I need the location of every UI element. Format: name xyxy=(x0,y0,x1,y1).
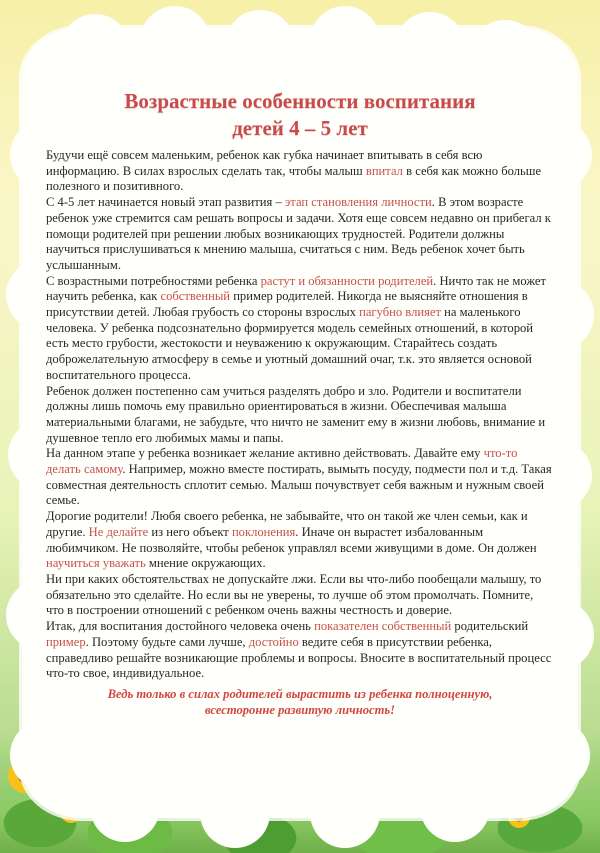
text-segment: пример родителей. Никогда не выясняйте отношения в присутствии детей. Любая грубость со стороны взрослых xyxy=(46,289,528,320)
highlighted-text: показателен собственный xyxy=(314,619,452,634)
cloud-bump xyxy=(395,12,465,82)
text-segment: в себя как можно больше полезного и позитивного. xyxy=(46,163,542,194)
text-segment: . Иначе он вырастет избалованным любимчиком. Не позволяйте, чтобы ребенок управлял всеми живущими в доме. Он должен xyxy=(46,524,537,555)
paragraph xyxy=(46,195,554,274)
text-segment: ведите себя в присутствии ребенка, справедливо решайте возникающие проблемы и вопросы. Вносите в воспитательный процесс что-то свое, индивидуальное. xyxy=(46,634,552,681)
text-segment: из него объект xyxy=(148,524,232,539)
highlighted-text: пример xyxy=(46,634,86,649)
paragraph xyxy=(46,619,554,682)
text-segment: С возрастными потребностями ребенка xyxy=(46,273,261,288)
text-segment: Ребенок должен постепенно сам учиться разделять добро и зло. Родители и воспитатели должны лишь помочь ему правильно ориентироваться в жизни. Обеспечивая малыша материальными благами, не забудьте, что ничто не заменит ему в жизни любовь, внимание и душевное тепло его любимых мамы и папы. xyxy=(46,383,546,445)
title-line-1: Возрастные особенности воспитания xyxy=(124,89,476,113)
text-segment: . Ничто так не может научить ребенка, как xyxy=(46,273,546,304)
highlighted-text: впитал xyxy=(365,163,403,178)
highlighted-text: этап становления личности xyxy=(284,195,432,210)
cloud-bump xyxy=(90,772,160,842)
paragraph xyxy=(46,446,554,509)
closing-line-2: всесторонне развитую личность! xyxy=(204,702,396,717)
cloud-bump xyxy=(520,720,590,790)
cloud-bump xyxy=(225,10,295,80)
cloud-bump xyxy=(60,14,130,84)
text-segment: мнение окружающих. xyxy=(145,556,266,571)
paragraph xyxy=(46,509,554,572)
text-segment: С 4-5 лет начинается новый этап развития – xyxy=(46,195,285,210)
text-segment: родительский xyxy=(451,619,529,634)
cloud-bump xyxy=(140,6,210,76)
cloud-bump xyxy=(10,720,80,790)
text-segment: Итак, для воспитания достойного человека очень xyxy=(46,619,315,634)
text-segment: . Поэтому будьте сами лучше, xyxy=(85,634,249,649)
paragraph xyxy=(46,274,554,384)
highlighted-text: научиться уважать xyxy=(46,556,146,571)
text-segment: . В этом возрасте ребенок уже стремится сам решать вопросы и задачи. Хотя еще совсем недавно он прибегал к помощи родителей при решении любых возникающих трудностей. Родители должны научиться прислушиваться к мнению малыша, считаться с ним. Ведь ребенок хочет быть услышанным. xyxy=(46,195,551,272)
highlighted-text: поклонения xyxy=(231,524,296,539)
text-segment: Ни при каких обстоятельствах не допускайте лжи. Если вы что-либо пообещали малышу, то обязательно это сделайте. Но если вы не уверены, то лучше об этом промолчать. Помните, что в построении отношений с ребенком очень важны честность и доверие. xyxy=(46,571,542,618)
highlighted-text: пагубно влияет xyxy=(359,305,442,320)
highlighted-text: достойно xyxy=(248,634,299,649)
cloud-bump xyxy=(310,778,380,848)
highlighted-text: растут и обязанности родителей xyxy=(260,273,434,288)
closing-statement xyxy=(46,686,554,718)
text-segment: На данном этапе у ребенка возникает желание активно действовать. Давайте ему xyxy=(46,446,484,461)
document-body xyxy=(46,88,554,718)
cloud-bump xyxy=(310,6,380,76)
cloud-bump xyxy=(470,20,540,90)
paragraph xyxy=(46,384,554,447)
text-segment: . Например, можно вместе постирать, вымыть посуду, подмести пол и т.д. Такая совместная деятельность сплотит семью. Малыш почувствует себя важным и нужным своей семье. xyxy=(46,462,552,508)
title-line-2: детей 4 – 5 лет xyxy=(232,116,368,140)
highlighted-text: Не делайте xyxy=(88,524,149,539)
paragraph xyxy=(46,148,554,195)
paragraph xyxy=(46,572,554,619)
cloud-bump xyxy=(420,772,490,842)
highlighted-text: что-то делать самому xyxy=(46,446,518,477)
closing-line-1: Ведь только в силах родителей вырастить из ребенка полноценную, xyxy=(107,686,493,701)
text-segment: Будучи ещё совсем маленьким, ребенок как губка начинает впитывать в себя всю информацию. В силах взрослых сделать так, чтобы малыш xyxy=(46,148,483,178)
text-segment: на маленького человека. У ребенка подсознательно формируется модель семейных отношений, в которой есть место грубости, жестокости и неуважению к окружающим. Старайтесь создать доброжелательную атмосферу в семье и уютный домашний очаг, т.к. это является основой воспитательного процесса. xyxy=(46,305,534,382)
text-segment: Дорогие родители! Любя своего ребенка, не забывайте, что он такой же член семьи, как и другие. xyxy=(46,509,528,539)
paragraphs xyxy=(46,148,554,682)
highlighted-text: собственный xyxy=(160,289,231,304)
page-title xyxy=(46,88,554,142)
cloud-bump xyxy=(200,778,270,848)
